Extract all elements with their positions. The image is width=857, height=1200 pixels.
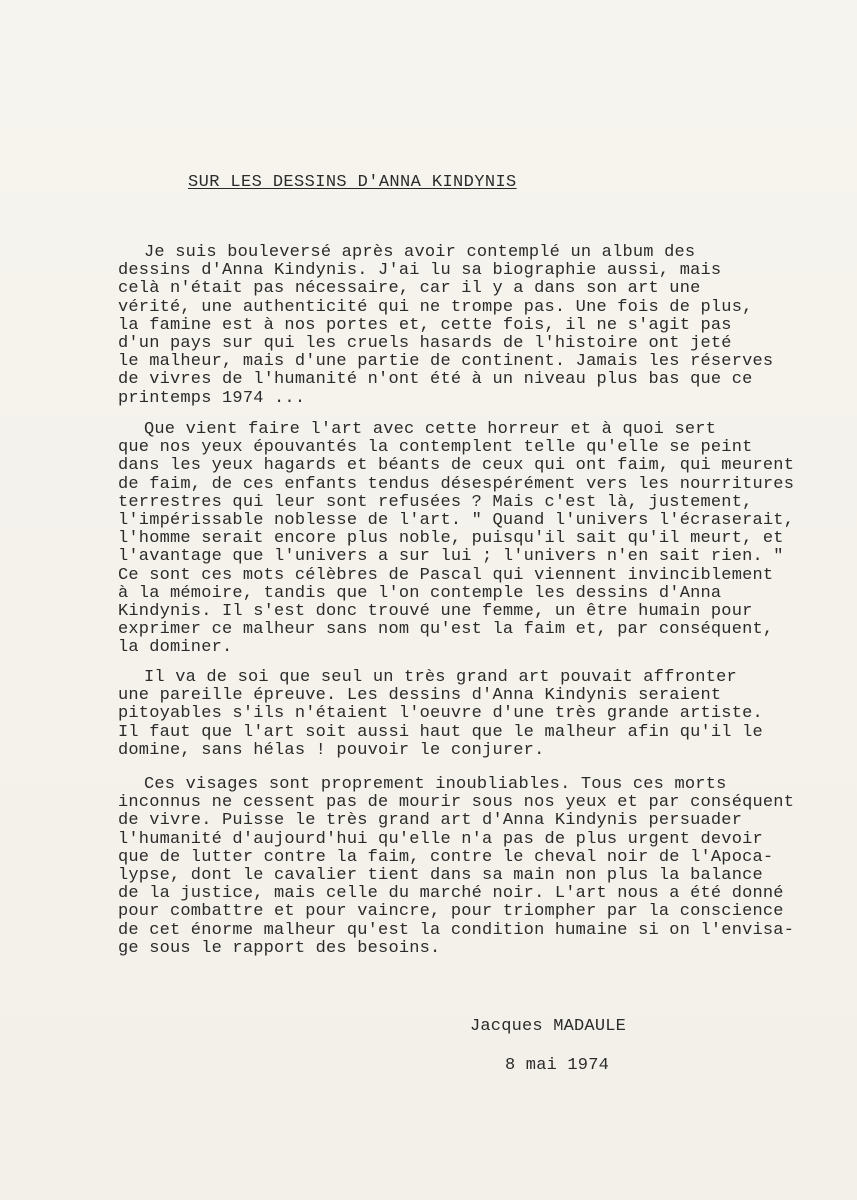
paragraph-2-line-2: que nos yeux épouvantés la contemplent telle qu'elle se peint [118, 438, 753, 458]
paragraph-1-line-1: Je suis bouleversé après avoir contemplé un album des [144, 243, 696, 262]
author-signature: Jacques MADAULE [470, 1017, 627, 1036]
paragraph-3-line-4: Il faut que l'art soit aussi haut que le malheur afin qu'il le [118, 722, 763, 742]
paragraph-3-line-5: domine, sans hélas ! pouvoir le conjurer. [118, 740, 545, 760]
paragraph-2-line-6: l'impérissable noblesse de l'art. " Quand l'univers l'écraserait, [118, 511, 795, 531]
paragraph-3 [118, 669, 798, 760]
paragraph-2-line-1: Que vient faire l'art avec cette horreur et à quoi sert [144, 420, 717, 439]
paragraph-2-line-9: Ce sont ces mots célèbres de Pascal qui viennent invinciblement [118, 565, 774, 585]
paragraph-4-line-5: que de lutter contre la faim, contre le cheval noir de l'Apoca- [118, 847, 774, 867]
paragraph-4-line-2: inconnus ne cessent pas de mourir sous nos yeux et par conséquent [118, 793, 795, 813]
paragraph-3-line-3: pitoyables s'ils n'étaient l'oeuvre d'une très grande artiste. [118, 704, 763, 724]
paragraph-1 [118, 244, 798, 408]
paragraph-1-line-2: dessins d'Anna Kindynis. J'ai lu sa biographie aussi, mais [118, 261, 722, 281]
paragraph-4 [118, 776, 798, 958]
paragraph-2 [118, 421, 798, 658]
paragraph-2-line-8: l'avantage que l'univers a sur lui ; l'univers n'en sait rien. " [118, 547, 784, 567]
paragraph-1-line-3: celà n'était pas nécessaire, car il y a dans son art une [118, 279, 701, 299]
paragraph-1-line-7: le malheur, mais d'une partie de continent. Jamais les réserves [118, 352, 774, 372]
paragraph-4-line-6: lypse, dont le cavalier tient dans sa main non plus la balance [118, 866, 763, 886]
paragraph-4-line-1: Ces visages sont proprement inoubliables. Tous ces morts [144, 775, 727, 794]
paragraph-1-line-9: printemps 1974 ... [118, 388, 306, 408]
paragraph-1-line-4: vérité, une authenticité qui ne trompe pas. Une fois de plus, [118, 297, 753, 317]
paragraph-4-line-10: ge sous le rapport des besoins. [118, 938, 441, 958]
paragraph-2-line-5: terrestres qui leur sont refusées ? Mais c'est là, justement, [118, 492, 753, 512]
paragraph-4-line-4: l'humanité d'aujourd'hui qu'elle n'a pas de plus urgent devoir [118, 829, 763, 849]
paragraph-2-line-3: dans les yeux hagards et béants de ceux qui ont faim, qui meurent [118, 456, 795, 476]
paragraph-4-line-7: de la justice, mais celle du marché noir. L'art nous a été donné [118, 884, 784, 904]
paragraph-1-line-8: de vivres de l'humanité n'ont été à un niveau plus bas que ce [118, 370, 753, 390]
document-date: 8 mai 1974 [505, 1056, 610, 1075]
paragraph-2-line-10: à la mémoire, tandis que l'on contemple les dessins d'Anna [118, 583, 722, 603]
paragraph-4-line-3: de vivre. Puisse le très grand art d'Anna Kindynis persuader [118, 811, 743, 831]
paragraph-2-line-13: la dominer. [118, 638, 233, 658]
paragraph-1-line-6: d'un pays sur qui les cruels hasards de l'histoire ont jeté [118, 334, 732, 354]
paragraph-3-line-1: Il va de soi que seul un très grand art pouvait affronter [144, 668, 737, 687]
paragraph-1-line-5: la famine est à nos portes et, cette fois, il ne s'agit pas [118, 315, 732, 335]
paragraph-2-line-11: Kindynis. Il s'est donc trouvé une femme, un être humain pour [118, 602, 753, 622]
paragraph-4-line-8: pour combattre et pour vaincre, pour triompher par la conscience [118, 902, 784, 922]
paragraph-2-line-7: l'homme serait encore plus noble, puisqu'il sait qu'il meurt, et [118, 529, 784, 549]
paragraph-4-line-9: de cet énorme malheur qu'est la condition humaine si on l'envisa- [118, 920, 795, 940]
paragraph-3-line-2: une pareille épreuve. Les dessins d'Anna Kindynis seraient [118, 686, 722, 706]
paragraph-2-line-12: exprimer ce malheur sans nom qu'est la faim et, par conséquent, [118, 620, 774, 640]
paragraph-2-line-4: de faim, de ces enfants tendus désespérément vers les nourritures [118, 474, 795, 494]
document-title: SUR LES DESSINS D'ANNA KINDYNIS [188, 173, 517, 192]
